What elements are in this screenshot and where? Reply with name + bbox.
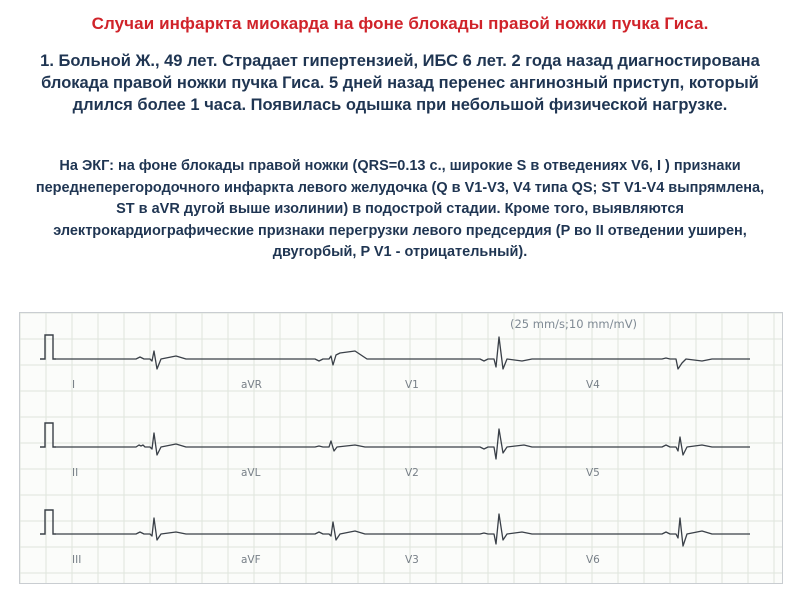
ecg-trace-V6 (572, 518, 750, 546)
ecg-trace-aVF (225, 522, 390, 540)
lead-label-III: III (72, 554, 82, 566)
ecg-tracing-panel (19, 312, 783, 584)
lead-label-I: I (72, 379, 76, 391)
slide-title: Случаи инфаркта миокарда на фоне блокады правой ножки пучка Гиса. (91, 14, 709, 33)
lead-label-aVR: aVR (241, 379, 262, 391)
ecg-trace-V2 (390, 429, 572, 459)
lead-label-V4: V4 (586, 379, 600, 391)
lead-label-II: II (72, 467, 79, 479)
ecg-trace-V1 (390, 337, 572, 369)
ecg-trace-V4 (572, 358, 750, 369)
ecg-calibration-pulse-3 (40, 510, 56, 534)
ecg-description: На ЭКГ: на фоне блокады правой ножки (QRS=0.13 с., широкие S в отведениях V6, I ) признаки переднеперегородочного инфаркта левого желудочка (Q в V1-V3, V4 типа QS; ST V1-V4 выпрямлена, ST в aVR дугой выше изолинии) в подострой стадии. Кроме того, выявляются электрокардиографические признаки перегрузки левого предсердия (P во II отведении уширен, двугорбый, P V1 - отрицательный). (35, 158, 765, 260)
ecg-grid (20, 313, 782, 583)
lead-label-V5: V5 (586, 467, 600, 479)
lead-label-V3: V3 (405, 554, 419, 566)
case-description: 1. Больной Ж., 49 лет. Страдает гипертензией, ИБС 6 лет. 2 года назад диагностирована блокада правой ножки пучка Гиса. 5 дней назад перенес ангинозный приступ, который длился более 1 часа. Появилась одышка при небольшой физической нагрузке. (40, 52, 760, 114)
ecg-tracing (20, 313, 782, 583)
ecg-trace-aVR (225, 351, 390, 365)
lead-label-aVF: aVF (241, 554, 261, 566)
lead-label-V1: V1 (405, 379, 419, 391)
lead-label-V2: V2 (405, 467, 419, 479)
ecg-trace-II (56, 433, 225, 455)
lead-label-V6: V6 (586, 554, 600, 566)
ecg-trace-I (56, 351, 225, 369)
lead-label-aVL: aVL (241, 467, 261, 479)
ecg-trace-V5 (572, 437, 750, 455)
ecg-speed-label: (25 mm/s;10 mm/mV) (510, 317, 638, 331)
ecg-trace-V3 (390, 514, 572, 544)
